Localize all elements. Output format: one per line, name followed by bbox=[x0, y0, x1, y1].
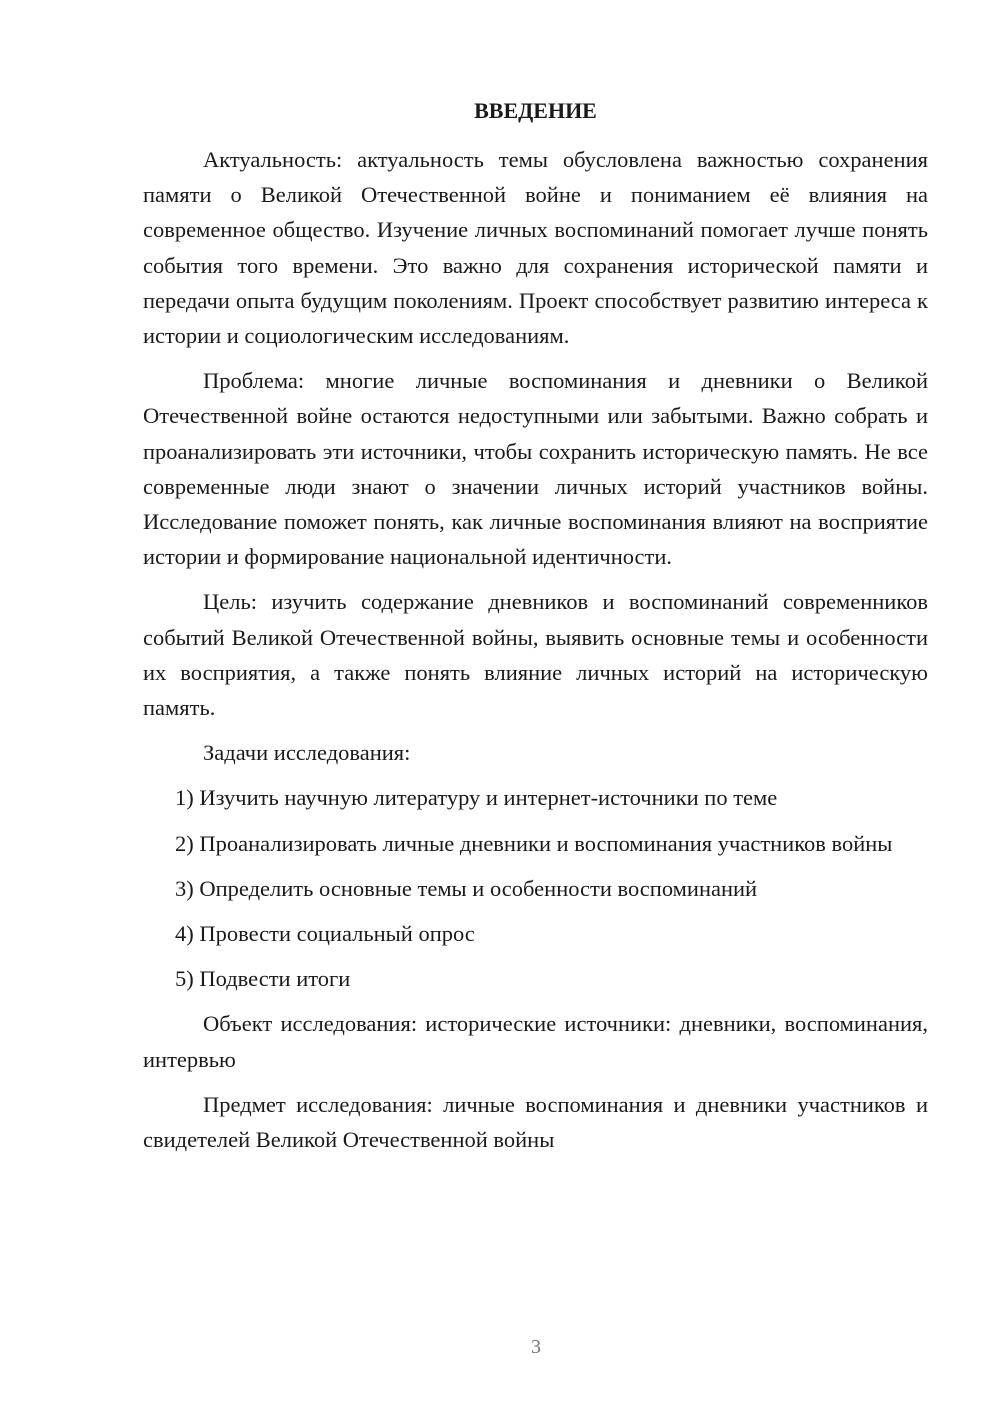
paragraph-object: Объект исследования: исторические источники: дневники, воспоминания, интервью bbox=[143, 1011, 928, 1072]
section-heading: ВВЕДЕНИЕ bbox=[474, 98, 597, 123]
task-item-2: 2) Проанализировать личные дневники и воспоминания участников войны bbox=[175, 830, 893, 856]
task-item-4: 4) Провести социальный опрос bbox=[175, 921, 475, 947]
task-item-3: 3) Определить основные темы и особенности воспоминаний bbox=[175, 875, 758, 901]
paragraph-subject: Предмет исследования: личные воспоминания и дневники участников и свидетелей Великой Отечественной войны bbox=[143, 1091, 928, 1153]
task-item-1: 1) Изучить научную литературу и интернет-источники по теме bbox=[175, 785, 778, 811]
task-item-5: 5) Подвести итоги bbox=[175, 966, 351, 992]
paragraph-problem: Проблема: многие личные воспоминания и дневники о Великой Отечественной войне остаются недоступными или забытыми. Важно собрать и проанализировать эти источники, чтобы сохранить историческую память. Не все современные люди знают о значении личных историй участников войны. Исследование поможет понять, как личные воспоминания влияют на восприятие истории и формирование национальной идентичности. bbox=[143, 368, 928, 570]
paragraph-tasks-heading: Задачи исследования: bbox=[203, 740, 411, 766]
paragraph-goal: Цель: изучить содержание дневников и воспоминаний современников событий Великой Отечественной войны, выявить основные темы и особенности их восприятия, а также понять влияние личных историй на историческую память. bbox=[143, 589, 928, 721]
body-text bbox=[143, 142, 928, 1157]
page-number: 3 bbox=[531, 1336, 541, 1358]
paragraph-relevance: Актуальность: актуальность темы обусловлена важностью сохранения памяти о Великой Отечественной войне и пониманием её влияния на современное общество. Изучение личных воспоминаний помогает лучше понять события того времени. Это важно для сохранения исторической памяти и передачи опыта будущим поколениям. Проект способствует развитию интереса к истории и социологическим исследованиям. bbox=[143, 147, 928, 349]
